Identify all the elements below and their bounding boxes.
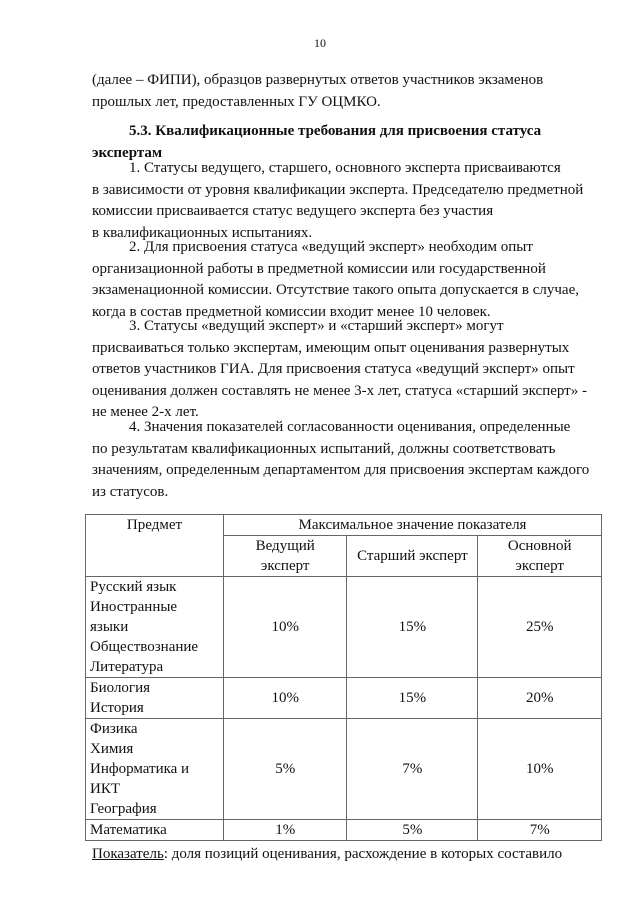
text-line: присваиваться только экспертам, имеющим опыт оценивания развернутых [92, 339, 570, 356]
thresholds-table [85, 514, 602, 841]
page-number: 10 [314, 36, 326, 50]
heading-line: экспертам [92, 144, 163, 161]
paragraph-4 [92, 417, 598, 503]
footnote-body: : доля позиций оценивания, расхождение в которых составило [163, 846, 563, 862]
intro-text [92, 70, 598, 113]
subject-name: География [90, 801, 157, 817]
paragraph-text [92, 417, 598, 503]
paragraph-3 [92, 316, 598, 424]
text-line: организационной работы в предметной комиссии или государственной [92, 260, 546, 277]
text-line: 3. Статусы «ведущий эксперт» и «старший эксперт» могут [129, 318, 504, 334]
header-max-value: Максимальное значение показателя [224, 515, 602, 536]
header-senior-expert: Старший эксперт [347, 536, 478, 577]
subject-name: Иностранные [90, 599, 178, 615]
heading-line: 5.3. Квалификационные требования для присвоения статуса [129, 123, 542, 139]
senior-value: 15% [347, 678, 478, 719]
subject-name: Обществознание [90, 639, 199, 655]
footnote-text [92, 844, 598, 866]
subject-name: Математика [90, 822, 167, 838]
text-line: ответов участников ГИА. Для присвоения статуса «ведущий эксперт» опыт [92, 361, 575, 377]
subject-name: ИКТ [90, 781, 120, 797]
table-row [86, 577, 602, 678]
footnote-label: Показатель [92, 846, 164, 862]
text-line: значениям, определенным департаментом для присвоения экспертам каждого [92, 462, 590, 478]
text-line: в зависимости от уровня квалификации эксперта. Председателю предметной [92, 181, 584, 198]
header-line: эксперт [260, 558, 310, 574]
text-line: прошлых лет, предоставленных ГУ ОЦМКО. [92, 93, 381, 110]
header-main-expert [478, 536, 602, 577]
text-line: 1. Статусы ведущего, старшего, основного эксперта присваиваются [129, 160, 561, 176]
subject-cell [86, 678, 224, 719]
subject-name: Биология [90, 680, 151, 696]
paragraph-text [92, 237, 598, 323]
table-row [86, 678, 602, 719]
text-line: 4. Значения показателей согласованности оценивания, определенные [129, 419, 571, 435]
header-line: эксперт [515, 558, 564, 574]
main-value: 10% [478, 719, 602, 820]
text-line: 2. Для присвоения статуса «ведущий эксперт» необходим опыт [129, 239, 533, 255]
text-line: оценивания должен составлять не менее 3-х лет, статуса «старший эксперт» - [92, 382, 587, 399]
paragraph-2 [92, 237, 598, 323]
text-line: экзаменационной комиссии. Отсутствие такого опыта допускается в случае, [92, 282, 579, 298]
subject-name: Химия [90, 741, 134, 757]
header-subject: Предмет [86, 515, 224, 577]
text-line: в квалификационных испытаниях. [92, 224, 313, 241]
text-line: комиссии присваивается статус ведущего эксперта без участия [92, 203, 494, 219]
paragraph-text [92, 316, 598, 424]
lead-value: 1% [224, 820, 347, 841]
main-value: 25% [478, 577, 602, 678]
subject-name: Русский язык [90, 579, 177, 595]
subject-cell [86, 719, 224, 820]
subject-name: Информатика и [90, 761, 190, 777]
senior-value: 5% [347, 820, 478, 841]
subject-cell [86, 820, 224, 841]
paragraph-text [92, 158, 598, 244]
main-value: 7% [478, 820, 602, 841]
header-line: Основной [507, 538, 572, 554]
text-line: не менее 2-х лет. [92, 404, 199, 420]
subject-name: Физика [90, 721, 138, 737]
subject-cell [86, 577, 224, 678]
subject-name: языки [90, 619, 129, 635]
table-row [86, 820, 602, 841]
text-line: из статусов. [92, 483, 169, 500]
senior-value: 7% [347, 719, 478, 820]
intro-paragraph [92, 70, 598, 113]
subject-name: История [90, 700, 144, 716]
header-line: Ведущий [255, 538, 315, 554]
text-line: (далее – ФИПИ), образцов развернутых ответов участников экзаменов [92, 72, 544, 88]
footnote [92, 844, 598, 866]
main-value: 20% [478, 678, 602, 719]
paragraph-1 [92, 158, 598, 244]
senior-value: 15% [347, 577, 478, 678]
subject-name: Литература [90, 659, 164, 675]
table-header-row [86, 515, 602, 536]
lead-value: 10% [224, 577, 347, 678]
table-row [86, 719, 602, 820]
lead-value: 10% [224, 678, 347, 719]
header-lead-expert [224, 536, 347, 577]
text-line: по результатам квалификационных испытаний, должны соответствовать [92, 440, 556, 457]
text-line: когда в состав предметной комиссии входит менее 10 человек. [92, 303, 491, 320]
lead-value: 5% [224, 719, 347, 820]
